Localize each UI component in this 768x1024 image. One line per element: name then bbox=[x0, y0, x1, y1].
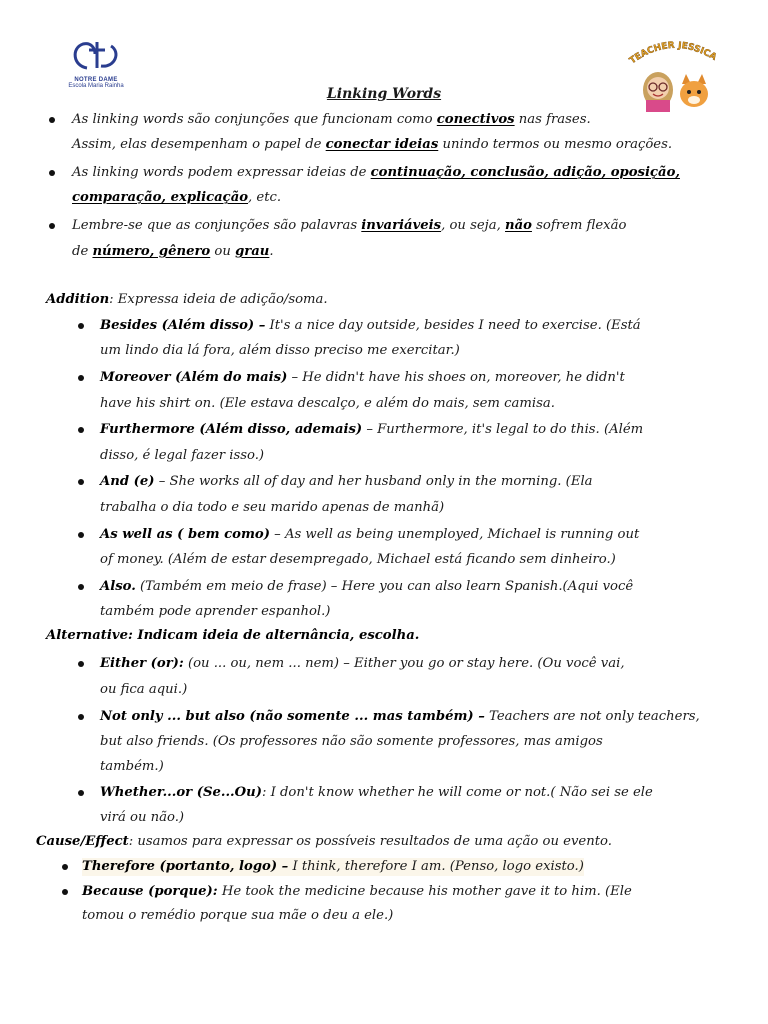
entry-line bbox=[82, 858, 584, 876]
text: unindo termos ou mesmo orações. bbox=[438, 137, 673, 152]
term: And (e) bbox=[100, 474, 155, 489]
bullet bbox=[62, 889, 68, 895]
text: , ou seja, bbox=[441, 218, 506, 233]
term: Because (porque): bbox=[82, 884, 218, 899]
text: também.) bbox=[100, 759, 164, 774]
text: – He didn't have his shoes on, moreover, he didn't bbox=[287, 370, 625, 385]
heading: Addition bbox=[46, 292, 110, 307]
bullet bbox=[78, 427, 84, 433]
bullet bbox=[49, 223, 55, 229]
heading: Cause/Effect bbox=[36, 834, 129, 849]
text: (Também em meio de frase) – Here you can also learn Spanish.(Aqui você bbox=[135, 579, 634, 594]
term: Moreover (Além do mais) bbox=[100, 370, 288, 385]
text: but also friends. (Os professores não são somente professores, mas amigos bbox=[100, 734, 603, 749]
text: um lindo dia lá fora, além disso preciso me exercitar.) bbox=[100, 343, 460, 358]
text: ou fica aqui.) bbox=[100, 682, 188, 697]
entry-line bbox=[100, 578, 633, 596]
term: Besides (Além disso) – bbox=[100, 318, 266, 333]
entry-line bbox=[100, 708, 700, 726]
text: (ou ... ou, nem ... nem) – Either you go or stay here. (Ou você vai, bbox=[183, 656, 625, 671]
entry-line bbox=[100, 551, 616, 569]
text: of money. (Além de estar desempregado, Michael está ficando sem dinheiro.) bbox=[100, 552, 616, 567]
text: nas frases. bbox=[514, 112, 591, 127]
text: As linking words podem expressar ideias de bbox=[72, 165, 371, 180]
text: , etc. bbox=[248, 190, 282, 205]
bullet bbox=[78, 661, 84, 667]
text: de bbox=[72, 244, 93, 259]
alternative-heading bbox=[46, 627, 419, 645]
intro-line-3 bbox=[72, 164, 680, 182]
emphasis: continuação, conclusão, adição, oposição, bbox=[370, 165, 680, 180]
entry-line bbox=[100, 809, 184, 827]
emphasis: comparação, explicação bbox=[72, 190, 249, 205]
text: : I don't know whether he will come or not.( Não sei se ele bbox=[261, 785, 653, 800]
entry-line bbox=[100, 603, 330, 621]
text: sofrem flexão bbox=[531, 218, 627, 233]
emphasis: conectar ideias bbox=[325, 137, 439, 152]
entry-line bbox=[100, 369, 625, 387]
text: disso, é legal fazer isso.) bbox=[100, 448, 265, 463]
entry-line bbox=[100, 526, 639, 544]
intro-line-5 bbox=[72, 217, 626, 235]
bullet bbox=[78, 584, 84, 590]
bullet bbox=[49, 170, 55, 176]
bullet bbox=[49, 117, 55, 123]
svg-text:TEACHER JESSICA bbox=[628, 41, 718, 67]
text: He took the medicine because his mother gave it to him. (Ele bbox=[217, 884, 632, 899]
entry-line bbox=[82, 883, 632, 901]
intro-line-4 bbox=[72, 189, 281, 207]
entry-line bbox=[100, 317, 641, 335]
term: Also. bbox=[100, 579, 136, 594]
text: It's a nice day outside, besides I need to exercise. (Está bbox=[265, 318, 641, 333]
term: Whether...or (Se...Ou) bbox=[100, 785, 262, 800]
text: – As well as being unemployed, Michael is running out bbox=[269, 527, 640, 542]
intro-line-6 bbox=[72, 243, 274, 261]
emphasis: conectivos bbox=[436, 112, 515, 127]
emphasis: não bbox=[505, 218, 532, 233]
badge-text: TEACHER JESSICA bbox=[628, 40, 718, 67]
entry-line bbox=[100, 447, 264, 465]
term: As well as ( bem como) bbox=[100, 527, 270, 542]
text: – Furthermore, it's legal to do this. (Além bbox=[362, 422, 644, 437]
text: ou bbox=[210, 244, 236, 259]
intro-line-1 bbox=[72, 111, 591, 129]
notre-dame-emblem-icon bbox=[69, 38, 123, 72]
text: : Expressa ideia de adição/soma. bbox=[109, 292, 328, 307]
bullet bbox=[78, 532, 84, 538]
entry-line bbox=[100, 421, 643, 439]
text: – She works all of day and her husband only in the morning. (Ela bbox=[154, 474, 593, 489]
text: também pode aprender espanhol.) bbox=[100, 604, 331, 619]
text: Teachers are not only teachers, bbox=[484, 709, 700, 724]
entry-line bbox=[100, 681, 187, 699]
addition-heading bbox=[46, 291, 328, 309]
text: trabalha o dia todo e seu marido apenas de manhã) bbox=[100, 500, 445, 515]
logo-line1: NOTRE DAME bbox=[74, 77, 118, 83]
intro-line-2 bbox=[72, 136, 672, 154]
text: : usamos para expressar os possíveis resultados de uma ação ou evento. bbox=[128, 834, 612, 849]
bullet bbox=[62, 864, 68, 870]
text: virá ou não.) bbox=[100, 810, 185, 825]
text: Assim, elas desempenham o papel de bbox=[72, 137, 326, 152]
entry-line bbox=[100, 758, 164, 776]
bullet bbox=[78, 323, 84, 329]
emphasis: invariáveis bbox=[361, 218, 442, 233]
entry-line bbox=[100, 473, 593, 491]
text: have his shirt on. (Ele estava descalço, e além do mais, sem camisa. bbox=[100, 396, 555, 411]
entry-line bbox=[100, 784, 653, 802]
text: tomou o remédio porque sua mãe o deu a ele.) bbox=[82, 908, 394, 923]
bullet bbox=[78, 790, 84, 796]
text: Lembre-se que as conjunções são palavras bbox=[72, 218, 362, 233]
term: Either (or): bbox=[100, 656, 184, 671]
text: As linking words são conjunções que funcionam como bbox=[72, 112, 437, 127]
term: Not only ... but also (não somente ... mas também) – bbox=[100, 709, 485, 724]
cause-heading bbox=[36, 833, 612, 851]
logo-line2: Escola Maria Rainha bbox=[68, 83, 124, 89]
entry-line bbox=[100, 395, 555, 413]
heading: Alternative: Indicam ideia de alternância, escolha. bbox=[46, 628, 420, 643]
term: Therefore (portanto, logo) – bbox=[82, 859, 289, 874]
entry-line bbox=[100, 655, 625, 673]
text: I think, therefore I am. (Penso, logo existo.) bbox=[288, 859, 584, 874]
school-logo bbox=[56, 38, 136, 89]
emphasis: grau bbox=[235, 244, 270, 259]
bullet bbox=[78, 479, 84, 485]
entry-line bbox=[100, 733, 603, 751]
entry-line bbox=[100, 342, 460, 360]
term: Furthermore (Além disso, ademais) bbox=[100, 422, 363, 437]
bullet bbox=[78, 714, 84, 720]
entry-line bbox=[82, 907, 393, 925]
entry-line bbox=[100, 499, 444, 517]
emphasis: número, gênero bbox=[92, 244, 211, 259]
page-title: Linking Words bbox=[326, 86, 442, 102]
bullet bbox=[78, 375, 84, 381]
text: . bbox=[269, 244, 274, 259]
